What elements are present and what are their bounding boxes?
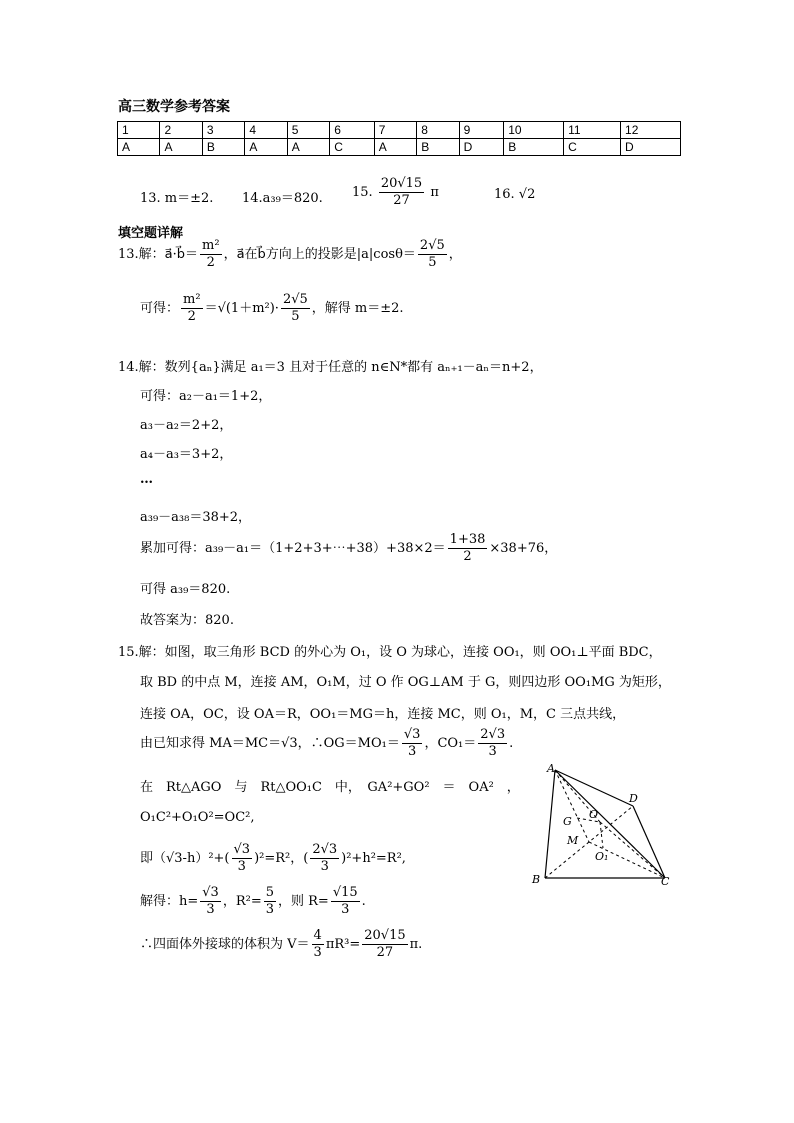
edge-dc: [633, 806, 665, 878]
q15-line-9: ∴四面体外接球的体积为 V＝ $\frac{4}{3}$ πR³= $\frac{20√15}{27}$ π.: [140, 928, 423, 960]
answer-15: [352, 176, 439, 209]
q14-line-4: a₄－a₃＝3+2，: [140, 447, 233, 462]
answer-table-number-cell: 5: [287, 122, 329, 139]
segment-am: [555, 770, 589, 842]
answer-table-number-cell: 3: [202, 122, 244, 139]
answer-table-number-cell: 1: [118, 122, 160, 139]
answer-table-number-cell: 7: [374, 122, 416, 139]
q14-line-2: 可得：a₂－a₁＝1+2，: [140, 389, 272, 404]
answer-table-number-cell: 11: [564, 122, 621, 139]
label-m: M: [567, 834, 579, 847]
label-a: A: [547, 762, 555, 775]
answer-15-prefix: 15.: [352, 185, 373, 200]
q15-line-6: O₁C²+O₁O²=OC²,: [140, 810, 255, 825]
answer-table-number-cell: 10: [504, 122, 564, 139]
edge-ad: [555, 770, 633, 806]
q13-line-1: 13.解：a⃗·b⃗＝ $\frac{\text{m²}}{2}$ ，a⃗在b⃗方向上的投影是|a|cosθ＝ $\frac{2√5}{5}$ ，: [118, 238, 462, 270]
edge-ab: [545, 770, 555, 878]
answer-table-answer-cell: B: [202, 139, 244, 156]
answer-table-answer-cell: A: [118, 139, 160, 156]
answer-table-answer-cell: C: [330, 139, 375, 156]
answer-table-answer-cell: A: [160, 139, 202, 156]
answer-table-number-row: [118, 122, 681, 139]
q14-line-5: …: [140, 472, 153, 487]
q14-line-3: a₃－a₂＝2+2，: [140, 418, 233, 433]
label-o: O: [589, 808, 599, 821]
q14-line-1: 14.解：数列{aₙ}满足 a₁＝3 且对于任意的 n∈N*都有 aₙ₊₁－aₙ＝n+2，: [118, 360, 543, 375]
q15-line-2: 取 BD 的中点 M，连接 AM，O₁M，过 O 作 OG⊥AM 于 G，则四边形 OO₁MG 为矩形，: [140, 675, 671, 690]
q15-line-4: 由已知求得 MA＝MC＝√3，∴OG＝MO₁＝ $\frac{√3}{3}$ ，CO₁＝ $\frac{2√3}{3}$ .: [140, 727, 514, 759]
q15-line-3: 连接 OA，OC，设 OA＝R，OO₁＝MG＝h，连接 MC，则 O₁，M，C 三点共线，: [140, 707, 626, 722]
answer-table-number-cell: 8: [417, 122, 459, 139]
answer-table-answer-cell: C: [564, 139, 621, 156]
answer-14: 14.a₃₉＝820.: [242, 191, 323, 206]
label-d: D: [629, 792, 638, 805]
q14-line-8: 可得 a₃₉＝820.: [140, 582, 231, 597]
answer-table-answer-cell: A: [374, 139, 416, 156]
q15-line-7: 即（√3-h）²+( $\frac{√3}{3}$ )²=R²，( $\frac{2√3}{3}$ )²+h²=R²,: [140, 842, 406, 874]
answer-table-answer-row: [118, 139, 681, 156]
q13-frac-projection: $\frac{2√5}{5}$: [419, 238, 445, 270]
answer-16: 16. √2: [494, 187, 536, 202]
page-title: 高三数学参考答案: [118, 98, 230, 114]
section-title: 填空题详解: [118, 225, 184, 240]
answer-15-suffix: π: [430, 185, 439, 200]
answer-table-answer-cell: D: [621, 139, 681, 156]
answer-table-answer-cell: A: [245, 139, 287, 156]
answer-table-number-cell: 12: [621, 122, 681, 139]
q15-line-5: 在 Rt△AGO 与 Rt△OO₁C 中， GA²+GO² ＝ OA² ，: [140, 780, 520, 795]
q14-line-6: a₃₉－a₃₈＝38+2，: [140, 510, 252, 525]
answer-table-answer-cell: B: [504, 139, 564, 156]
label-g: G: [563, 815, 572, 828]
tetrahedron-figure: [525, 760, 685, 890]
answer-table-answer-cell: D: [459, 139, 504, 156]
q14-line-9: 故答案为：820.: [140, 613, 234, 628]
answer-table-number-cell: 2: [160, 122, 202, 139]
label-o1: O₁: [595, 850, 609, 863]
q13-frac-m2: $\frac{\text{m²}}{2}$: [202, 238, 220, 270]
answer-table-answer-cell: A: [287, 139, 329, 156]
label-c: C: [661, 875, 670, 888]
answer-13: 13. m＝±2.: [140, 191, 214, 206]
q14-line-7: 累加可得：a₃₉－a₁＝（1+2+3+⋯+38）+38×2＝ $\frac{1+38}{2}$ ×38+76，: [140, 532, 558, 564]
answer-table-number-cell: 9: [459, 122, 504, 139]
q13-line-2: 可得： $\frac{\text{m²}}{2}$ ＝√(1＋m²)· $\frac{2√5}{5}$ ，解得 m＝±2.: [140, 292, 404, 324]
answer-table: [117, 121, 681, 156]
segment-oc: [600, 822, 665, 878]
segment-oo1: [600, 822, 603, 848]
label-b: B: [532, 873, 541, 886]
answer-table-answer-cell: B: [417, 139, 459, 156]
q15-line-1: 15.解：如图，取三角形 BCD 的外心为 O₁，设 O 为球心，连接 OO₁，则 OO₁⊥平面 BDC，: [118, 645, 662, 660]
answer-table-number-cell: 6: [330, 122, 375, 139]
q15-line-8: 解得：h= $\frac{√3}{3}$ ，R²= $\frac{5}{3}$ ，则 R= $\frac{√15}{3}$ .: [140, 885, 366, 917]
answer-table-number-cell: 4: [245, 122, 287, 139]
answer-15-fraction: $\frac{20√15}{27}$: [380, 176, 423, 208]
